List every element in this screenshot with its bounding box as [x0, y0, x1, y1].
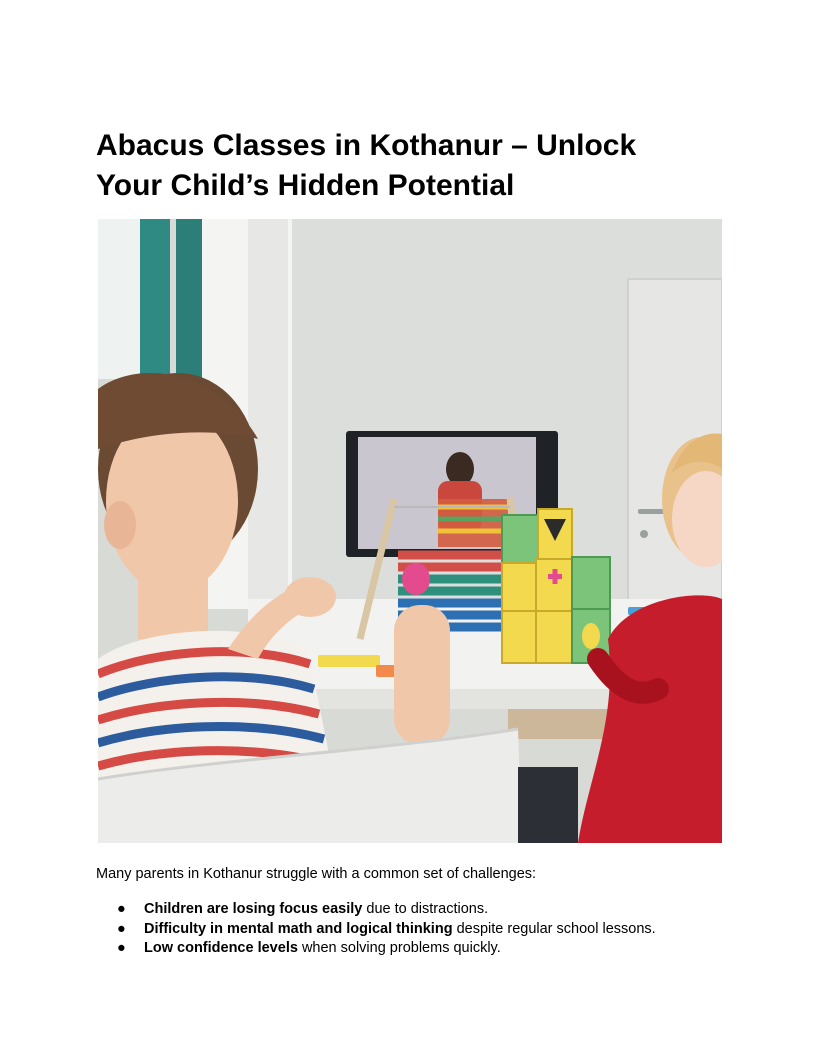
page-title-line-2: Your Child’s Hidden Potential	[96, 169, 515, 202]
list-item	[96, 900, 656, 920]
bullet-icon: ●	[117, 920, 126, 937]
bullet-icon: ●	[117, 901, 126, 917]
challenge-text: despite regular school lessons.	[452, 920, 656, 937]
intro-paragraph: Many parents in Kothanur struggle with a common set of challenges:	[96, 866, 537, 882]
list-item	[96, 939, 656, 959]
challenge-text: when solving problems quickly.	[297, 940, 501, 956]
bullet-icon: ●	[117, 940, 126, 956]
hero-photo	[98, 219, 722, 843]
page-title	[96, 126, 736, 206]
challenge-bold-text: Children are losing focus easily	[144, 901, 363, 917]
challenge-text: due to distractions.	[362, 901, 489, 917]
challenge-bold-text: Low confidence levels	[144, 940, 298, 956]
list-item	[96, 920, 656, 940]
challenges-list	[96, 900, 656, 959]
challenge-bold-text: Difficulty in mental math and logical thinking	[144, 920, 453, 937]
photo-children-abacus-icon	[98, 219, 722, 843]
page-title-line-1: Abacus Classes in Kothanur – Unlock	[96, 129, 637, 162]
